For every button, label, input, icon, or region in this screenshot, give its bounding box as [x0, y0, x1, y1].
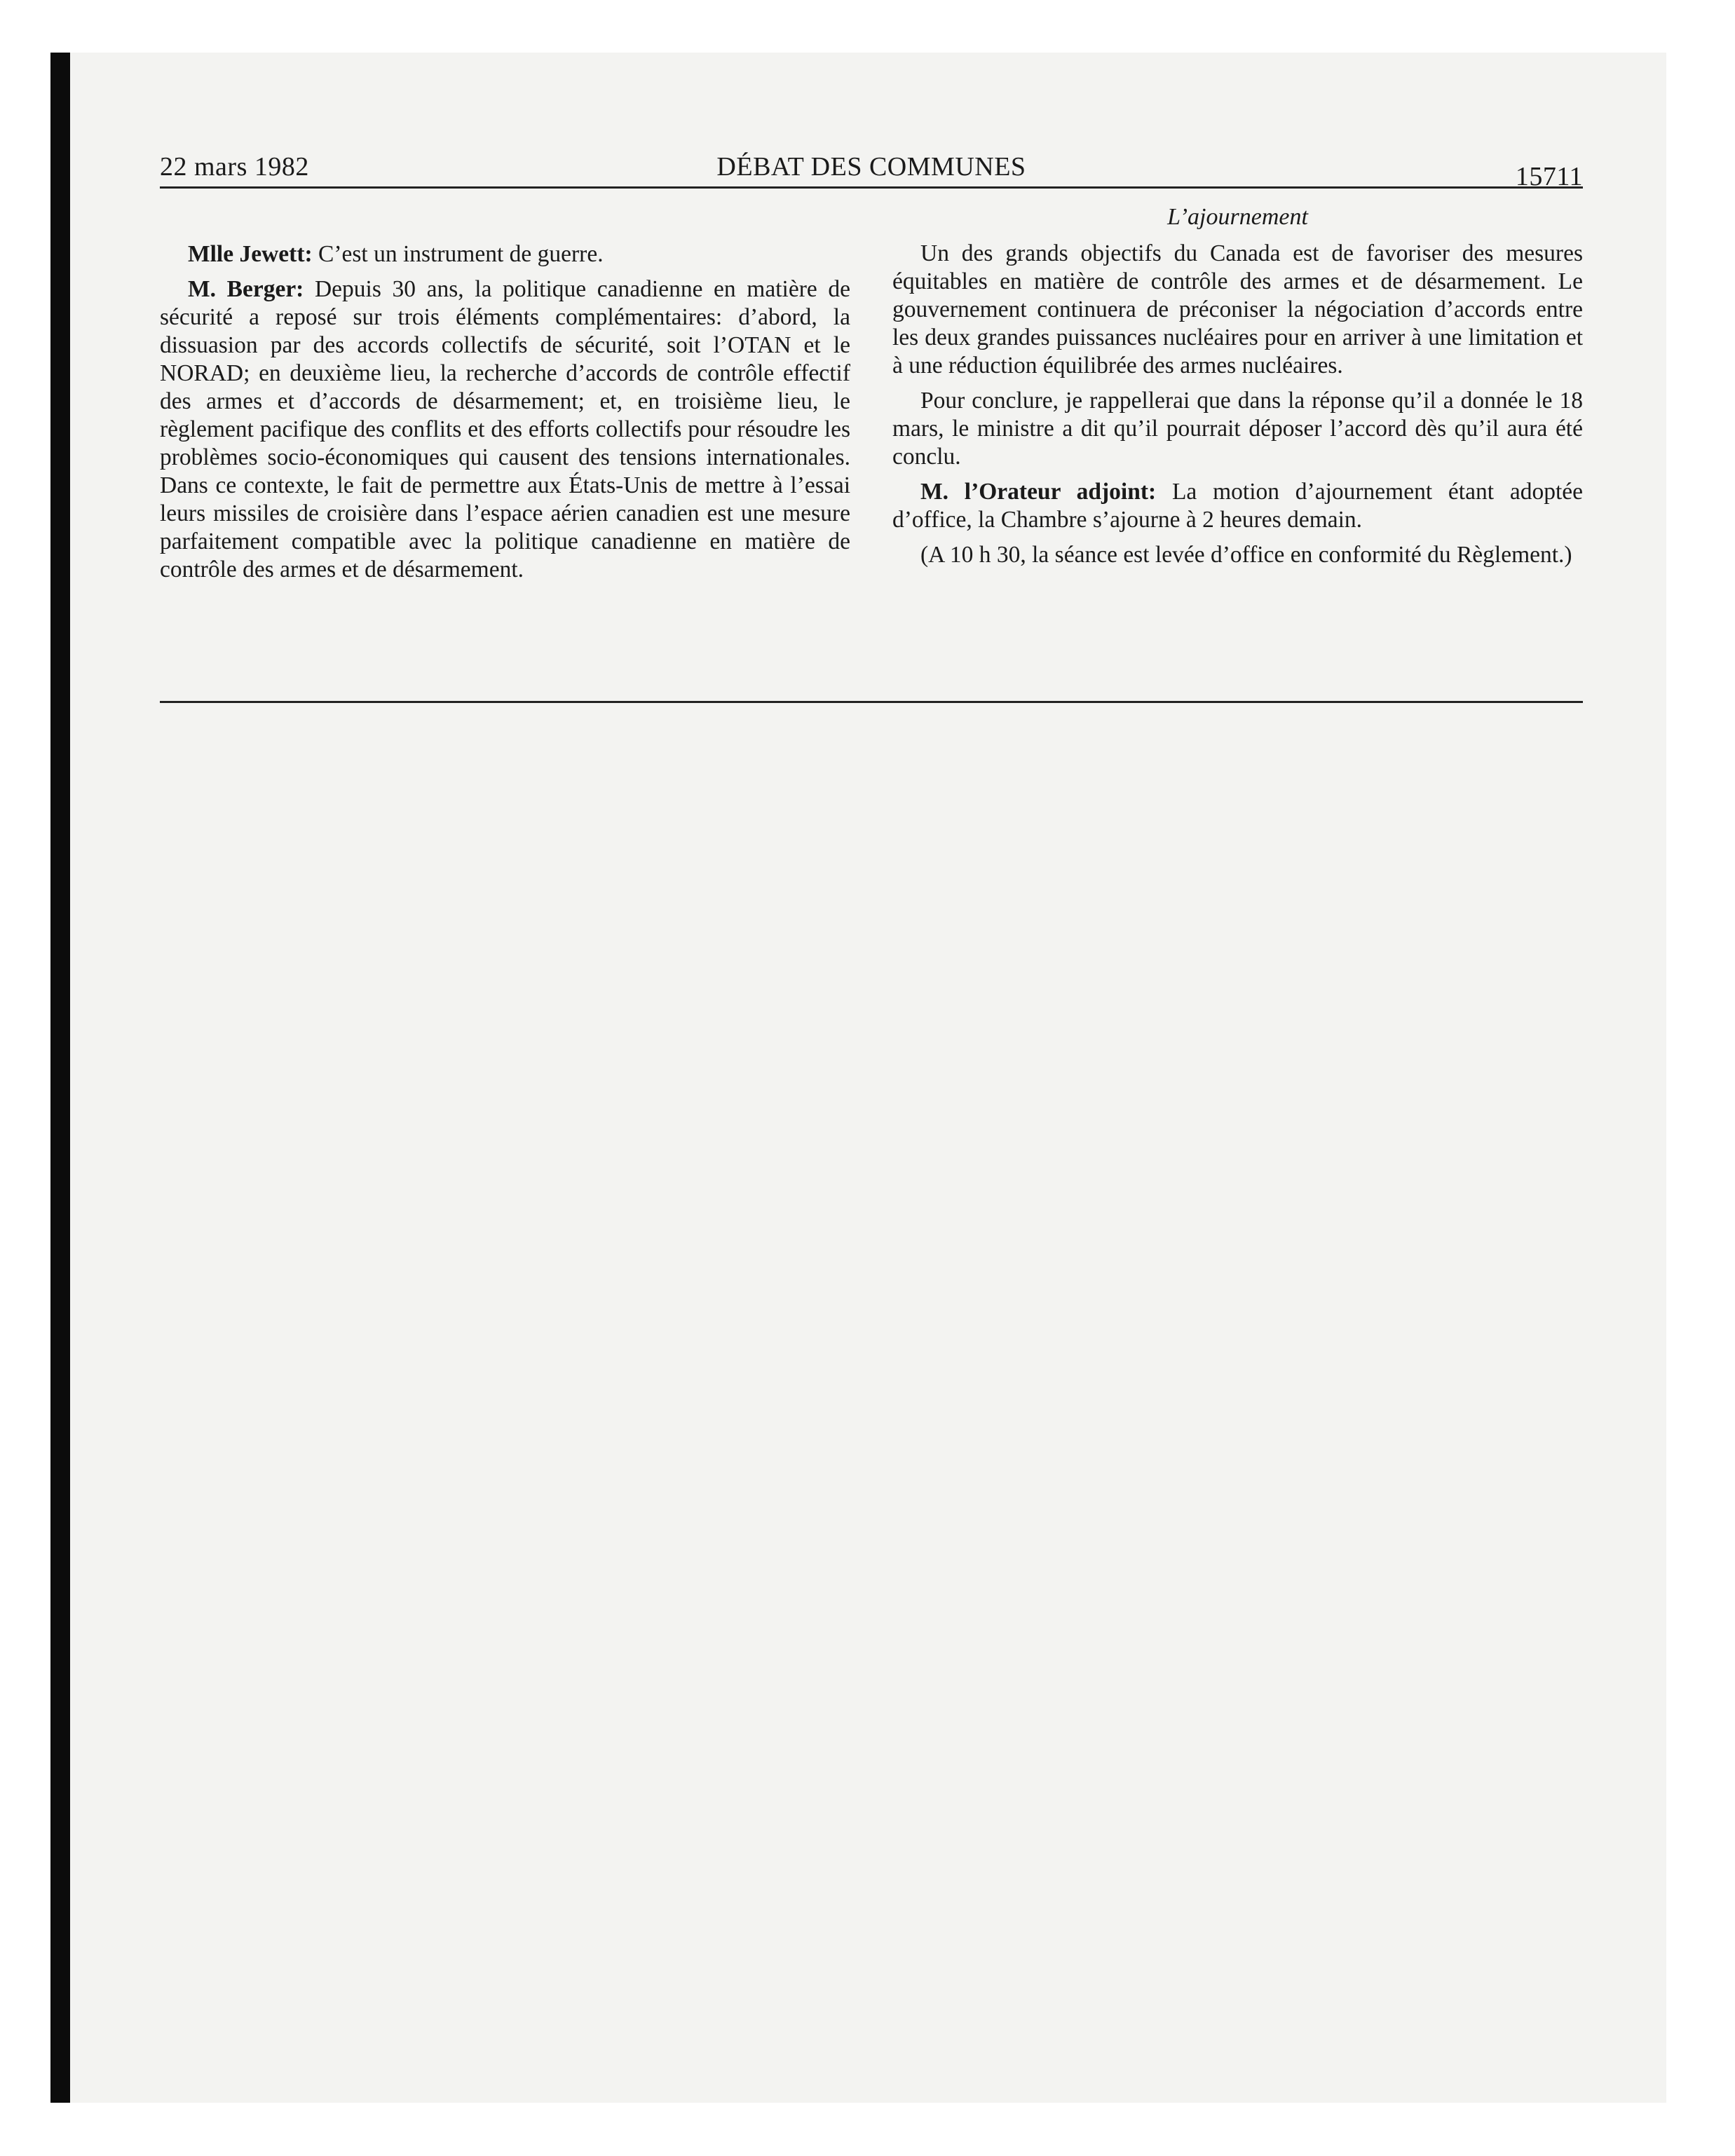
- speech-text: La motion d’ajournement étant adoptée d’office, la Chambre s’ajourne à 2 heures demain.: [892, 479, 1583, 533]
- bottom-rule: [160, 701, 1583, 703]
- paragraph-berger: [160, 275, 850, 584]
- speech-text: Depuis 30 ans, la politique canadienne en matière de sécurité a reposé sur trois éléments complémentaires: d’abord, la dissuasion par des accords collectifs de sécurité, soit l’OTAN et le NORAD; en deuxième lieu, la recherche d’accords de contrôle effectif des armes et d’accords de désarmement; et, en troisième lieu, le règlement pacifique des conflits et des efforts collectifs pour résoudre les problèmes socio-économiques qui causent des tensions internationales. Dans ce contexte, le fait de permettre aux États-Unis de mettre à l’essai leurs missiles de croisière dans l’espace aérien canadien est une mesure parfaitement compatible avec la politique canadienne en matière de contrôle des armes et de désarmement.: [160, 276, 850, 582]
- header-date: 22 mars 1982: [160, 152, 309, 182]
- section-title: L’ajournement: [1167, 204, 1308, 230]
- left-column: [160, 240, 850, 591]
- paragraph-objectives: Un des grands objectifs du Canada est de favoriser des mesures équitables en matière de contrôle des armes et de désarmement. Le gouvernement continuera de préconiser la négociation d’accords entre les deux grandes puissances nucléaires pour en arriver à une limitation et à une réduction équilibrée des armes nucléaires.: [892, 240, 1583, 378]
- speech-text: C’est un instrument de guerre.: [312, 241, 604, 267]
- paragraph-adjournment-note: (A 10 h 30, la séance est levée d’office en conformité du Règlement.): [920, 542, 1572, 568]
- header-title: DÉBAT DES COMMUNES: [716, 152, 1026, 182]
- paragraph-orateur: [892, 478, 1583, 534]
- speaker-name: Mlle Jewett:: [188, 241, 313, 267]
- page-header: [160, 147, 1583, 189]
- right-column: [892, 203, 1583, 576]
- paragraph-conclusion: Pour conclure, je rappellerai que dans la réponse qu’il a donnée le 18 mars, le ministre a dit qu’il pourrait déposer l’accord dès qu’il aura été conclu.: [892, 388, 1583, 470]
- page-number: 15711: [1515, 162, 1583, 191]
- binding-edge: [50, 53, 70, 2103]
- paragraph-jewett: [160, 240, 850, 268]
- speaker-name: M. Berger:: [188, 276, 304, 302]
- speaker-name: M. l’Orateur adjoint:: [920, 479, 1157, 505]
